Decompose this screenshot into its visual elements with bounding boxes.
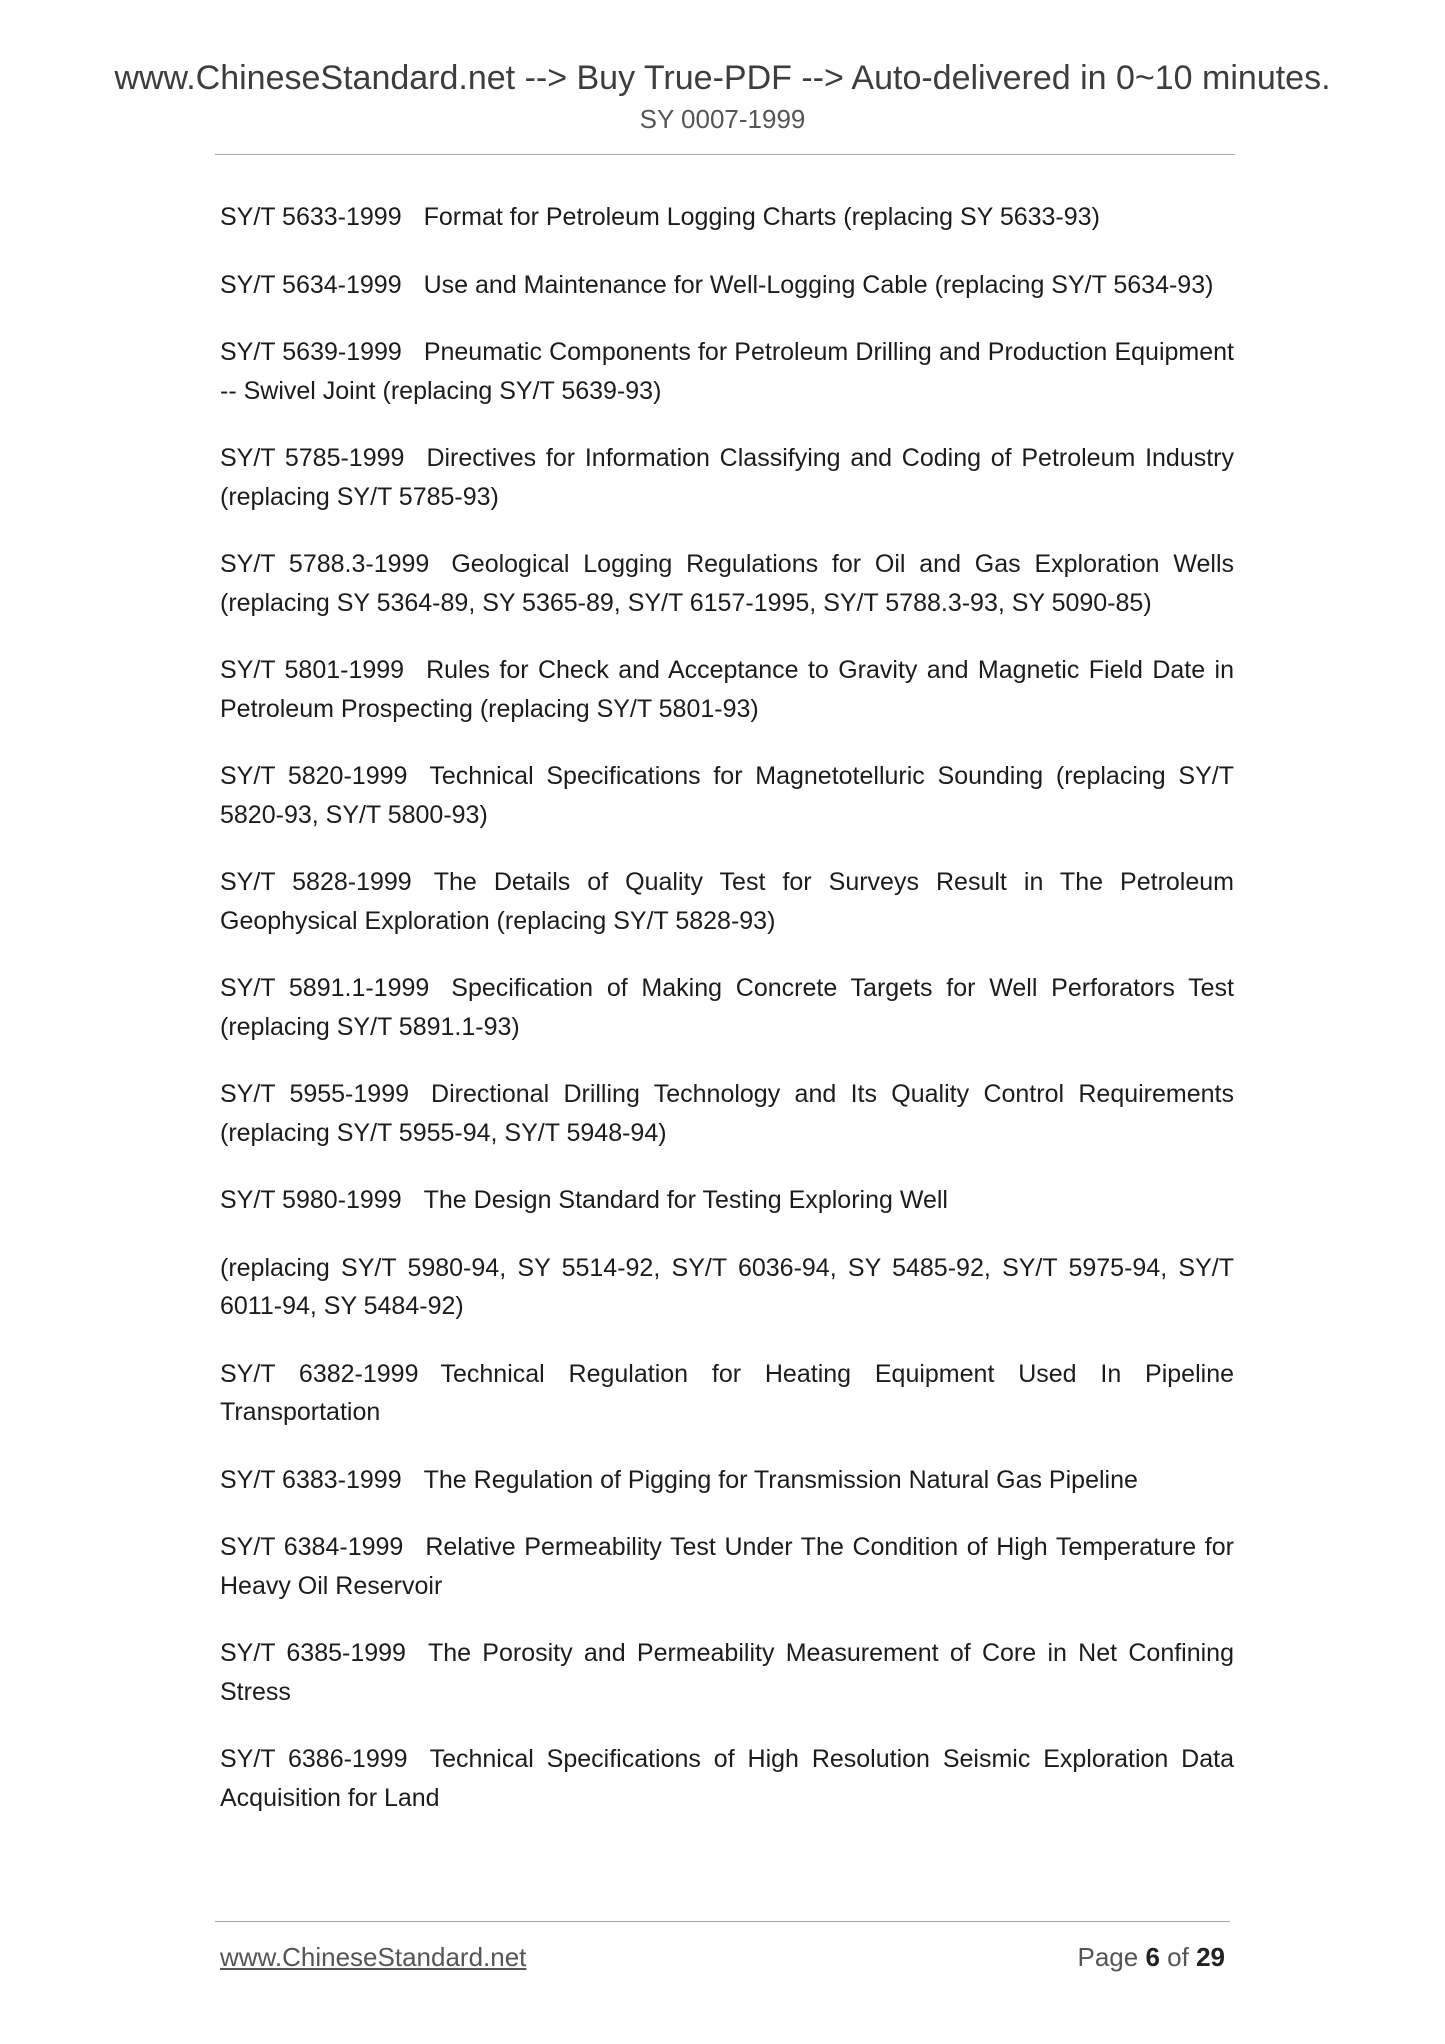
page-number bbox=[1077, 1941, 1225, 1973]
list-item bbox=[220, 969, 1234, 1046]
standard-code: SY/T 5633-1999 bbox=[220, 203, 402, 231]
list-item bbox=[220, 1461, 1234, 1500]
standard-title: Directives for Information Classifying and Coding of Petroleum Industry (replacing SY/T 5785-93) bbox=[220, 444, 1234, 511]
standard-code: SY/T 6386-1999 bbox=[220, 1745, 408, 1773]
page-of: of bbox=[1167, 1942, 1189, 1972]
list-item bbox=[220, 1634, 1234, 1711]
standard-title: Format for Petroleum Logging Charts (replacing SY 5633-93) bbox=[423, 203, 1100, 231]
list-item bbox=[220, 1740, 1234, 1817]
standard-title: The Porosity and Permeability Measurement of Core in Net Confining Stress bbox=[220, 1639, 1234, 1706]
standard-title: Directional Drilling Technology and Its Quality Control Requirements (replacing SY/T 5955-94, SY/T 5948-94) bbox=[220, 1080, 1234, 1147]
standards-list bbox=[220, 198, 1234, 1846]
standard-title: Technical Regulation for Heating Equipment Used In Pipeline Transportation bbox=[220, 1359, 1235, 1426]
standard-code: SY/T 5639-1999 bbox=[220, 338, 402, 366]
list-item bbox=[220, 439, 1234, 516]
standard-code: SY/T 5955-1999 bbox=[220, 1080, 410, 1108]
list-item bbox=[220, 863, 1234, 940]
footer-divider bbox=[215, 1921, 1230, 1922]
standard-title: The Regulation of Pigging for Transmission Natural Gas Pipeline bbox=[423, 1465, 1138, 1494]
list-item-continuation bbox=[220, 1249, 1234, 1326]
standard-title: Pneumatic Components for Petroleum Drilling and Production Equipment -- Swivel Joint (replacing SY/T 5639-93) bbox=[220, 338, 1234, 405]
standard-title: The Details of Quality Test for Surveys Result in The Petroleum Geophysical Exploration (replacing SY/T 5828-93) bbox=[220, 868, 1234, 935]
list-item bbox=[220, 545, 1234, 622]
list-item bbox=[220, 1075, 1234, 1152]
standard-title: Use and Maintenance for Well-Logging Cable (replacing SY/T 5634-93) bbox=[423, 270, 1214, 299]
standard-code: SY/T 5828-1999 bbox=[220, 868, 412, 896]
standard-code: SY/T 6383-1999 bbox=[220, 1465, 402, 1494]
header-banner[interactable]: www.ChineseStandard.net --> Buy True-PDF --> Auto-delivered in 0~10 minutes. bbox=[114, 59, 1331, 97]
standard-title: Geological Logging Regulations for Oil and Gas Exploration Wells (replacing SY 5364-89, SY 5365-89, SY/T 6157-1995, SY/T 5788.3-93, SY 5090-85) bbox=[220, 550, 1234, 617]
standard-code: SY/T 6385-1999 bbox=[220, 1639, 406, 1667]
footer-website-link[interactable]: www.ChineseStandard.net bbox=[220, 1942, 527, 1972]
standard-title: Specification of Making Concrete Targets for Well Perforators Test (replacing SY/T 5891.1-93) bbox=[220, 974, 1234, 1041]
standard-title: Technical Specifications of High Resolution Seismic Exploration Data Acquisition for Land bbox=[220, 1745, 1234, 1812]
list-item bbox=[220, 266, 1234, 305]
standard-title: The Design Standard for Testing Exploring Well bbox=[423, 1186, 948, 1214]
list-item bbox=[220, 1181, 1234, 1220]
standard-title: Relative Permeability Test Under The Condition of High Temperature for Heavy Oil Reservoir bbox=[220, 1533, 1234, 1600]
standard-code: SY/T 6382-1999 bbox=[220, 1359, 419, 1388]
list-item bbox=[220, 198, 1234, 237]
standard-code: SY/T 5820-1999 bbox=[220, 762, 408, 790]
list-item bbox=[220, 1528, 1234, 1605]
standard-title: Technical Specifications for Magnetotelluric Sounding (replacing SY/T 5820-93, SY/T 5800-93) bbox=[220, 762, 1234, 829]
header-divider bbox=[215, 154, 1235, 155]
page-prefix: Page bbox=[1077, 1942, 1139, 1972]
page-current: 6 bbox=[1145, 1942, 1160, 1972]
standard-title: Rules for Check and Acceptance to Gravity and Magnetic Field Date in Petroleum Prospecting (replacing SY/T 5801-93) bbox=[220, 656, 1234, 723]
standard-code: SY/T 5801-1999 bbox=[220, 656, 405, 684]
list-item bbox=[220, 757, 1234, 834]
standard-code: SY/T 5785-1999 bbox=[220, 444, 405, 472]
page-total: 29 bbox=[1196, 1942, 1225, 1972]
standard-title: (replacing SY/T 5980-94, SY 5514-92, SY/T 6036-94, SY 5485-92, SY/T 5975-94, SY/T 6011-94, SY 5484-92) bbox=[220, 1253, 1234, 1320]
standard-code: SY/T 5891.1-1999 bbox=[220, 974, 430, 1002]
standard-code: SY/T 6384-1999 bbox=[220, 1533, 404, 1561]
list-item bbox=[220, 333, 1234, 410]
standard-code: SY/T 5634-1999 bbox=[220, 270, 402, 299]
standard-code: SY/T 5788.3-1999 bbox=[220, 550, 430, 578]
list-item bbox=[220, 651, 1234, 728]
list-item bbox=[220, 1355, 1234, 1432]
standard-code: SY/T 5980-1999 bbox=[220, 1186, 402, 1214]
document-id: SY 0007-1999 bbox=[639, 104, 806, 134]
